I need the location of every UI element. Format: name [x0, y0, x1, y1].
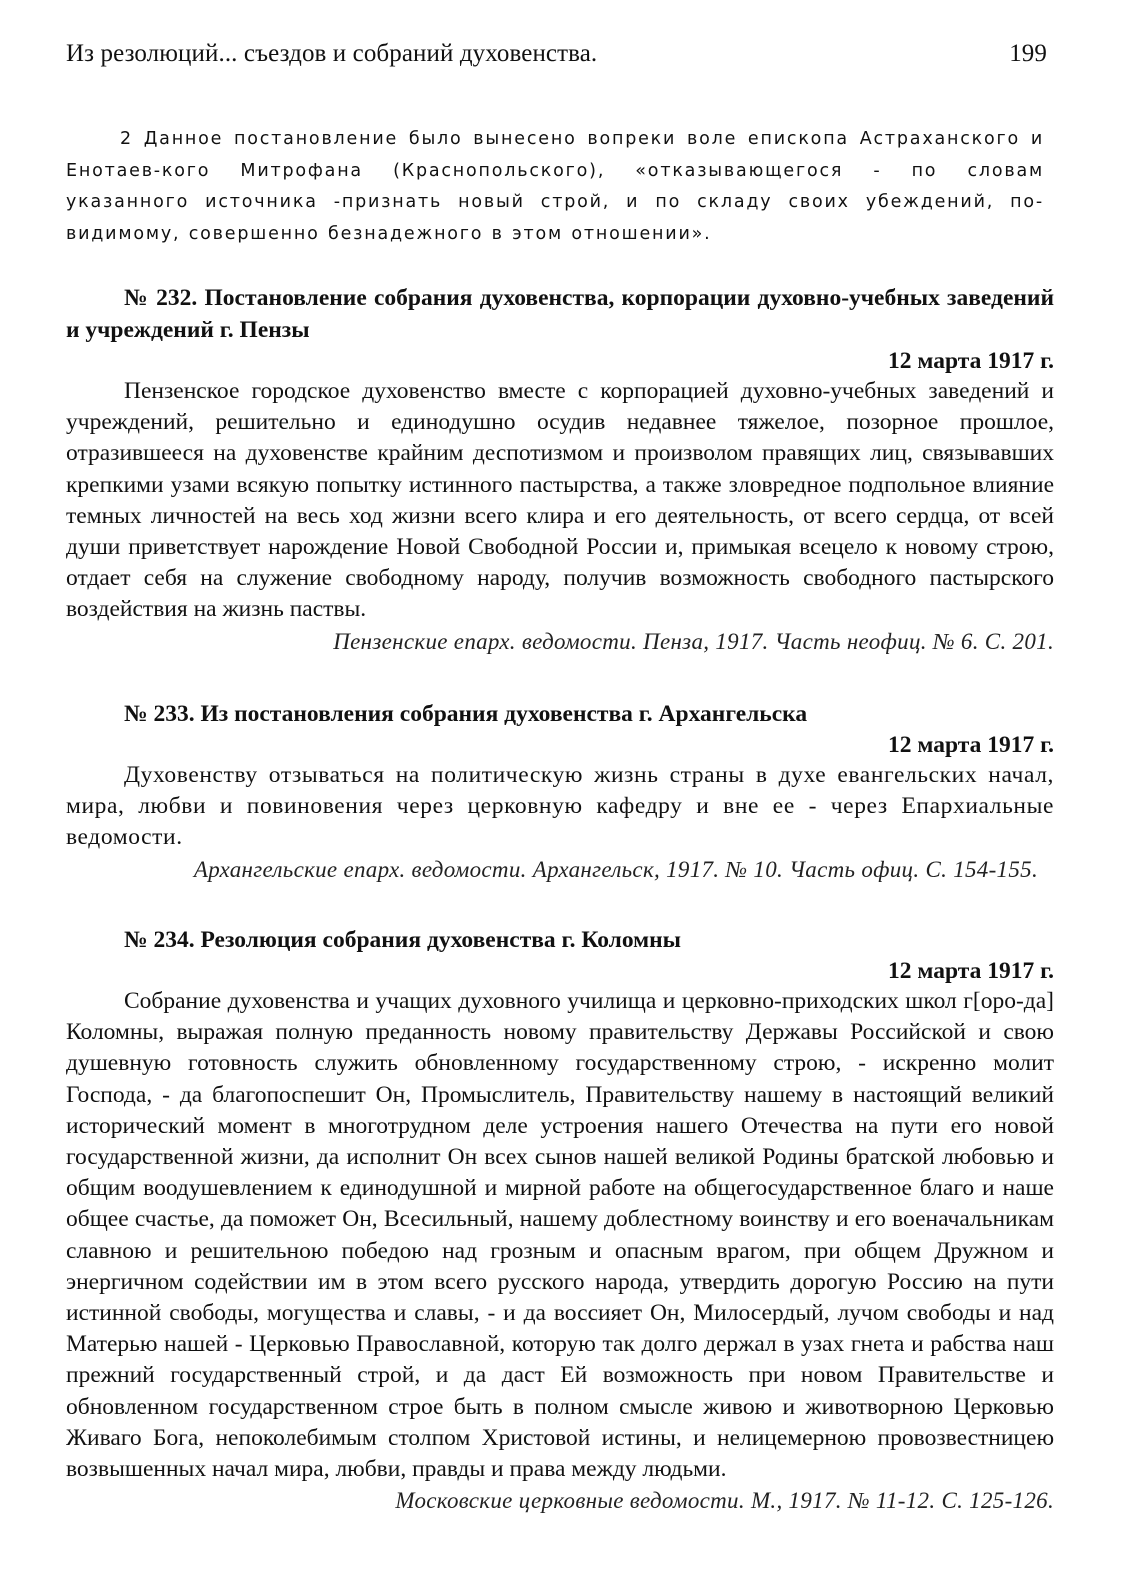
running-header	[66, 40, 1047, 68]
document-date: 12 марта 1917 г.	[888, 348, 1054, 374]
document-234	[66, 924, 1054, 1517]
document-232	[66, 282, 1054, 658]
document-body: Духовенству отзываться на политическую жизнь страны в духе евангельских начал, мира, любви и повиновения через церковную кафедру и вне ее - через Епархиальные ведомости.	[66, 762, 1054, 851]
document-title: № 233. Из постановления собрания духовенства г. Архангельска	[124, 701, 808, 727]
document-body: Пензенское городское духовенство вместе с корпорацией духовно-учебных заведений и учреждений, решительно и единодушно осудив недавнее тяжелое, позорное прошлое, отразившееся на духовенстве крайним деспотизмом и произволом правящих лиц, связывавших крепкими узами всякую попытку истинного пастырства, а также зловредное подпольное влияние темных личностей на весь ход жизни всего клира и его деятельность, от всего сердца, от всей души приветствует нарождение Новой Свободной России и, примыкая всецело к новому строю, отдает себя на служение свободному народу, получив возможность свободного пастырского воздействия на жизнь паствы.	[66, 378, 1054, 623]
document-body: Собрание духовенства и учащих духовного училища и церковно-приходских школ г[оро-да] Коломны, выражая полную преданность новому правительству Державы Российской и свою душевную готовность служить обновленному государственному строю, - искренно молит Господа, - да благопоспешит Он, Промыслитель, Правительству нашему в настоящий великий исторический момент в многотрудном деле устроения нашего Отечества на пути его новой государственной жизни, да исполнит Он всех сынов нашей великой Родины братской любовью и общим воодушевлением к единодушной и мирной работе на общегосударственное благо и наше общее счастье, да поможет Он, Всесильный, нашему доблестному воинству и его военачальникам славною и решительною победою над грозным и опасным врагом, при общем Дружном и энергичном содействии им в этом всего русского народа, утвердить дорогую Россию на пути истинной свободы, могущества и славы, - и да воссияет Он, Милосердый, лучом свободы и над Матерью нашей - Церковью Православной, которую так долго держал в узах гнета и рабства наш прежний государственный строй, и да даст Ей возможность при новом Правительстве и обновленном государственном строе быть в полном смысле живою и животворною Церковью Живаго Бога, непоколебимым столпом Христовой истины, и нелицемерною провозвестницею возвышенных начал мира, любви, правды и права между людьми.	[66, 988, 1054, 1483]
page-number: 199	[1009, 40, 1047, 67]
document-title: № 232. Постановление собрания духовенства, корпорации духовно-учебных заведений и учреждений г. Пензы	[66, 285, 1054, 343]
document-title: № 234. Резолюция собрания духовенства г. Коломны	[124, 927, 682, 953]
document-date: 12 марта 1917 г.	[888, 732, 1054, 758]
document-source: Московские церковные ведомости. М., 1917. № 11-12. С. 125-126.	[395, 1488, 1054, 1514]
document-source: Пензенские епарх. ведомости. Пенза, 1917. Часть неофиц. № 6. С. 201.	[333, 628, 1054, 654]
document-source: Архангельские епарх. ведомости. Архангельск, 1917. № 10. Часть офиц. С. 154-155.	[193, 856, 1038, 882]
footnote	[66, 124, 1044, 250]
document-233	[66, 698, 1054, 886]
document-date: 12 марта 1917 г.	[888, 958, 1054, 984]
footnote-text: 2 Данное постановление было вынесено вопреки воле епископа Астраханского и Енотаев-кого Митрофана (Краснопольского), «отказывающегося - по словам указанного источника -признать новый строй, и по складу своих убеждений, по-видимому, совершенно безнадежного в этом отношении».	[66, 129, 1044, 244]
running-title: Из резолюций... съездов и собраний духовенства.	[66, 40, 598, 67]
